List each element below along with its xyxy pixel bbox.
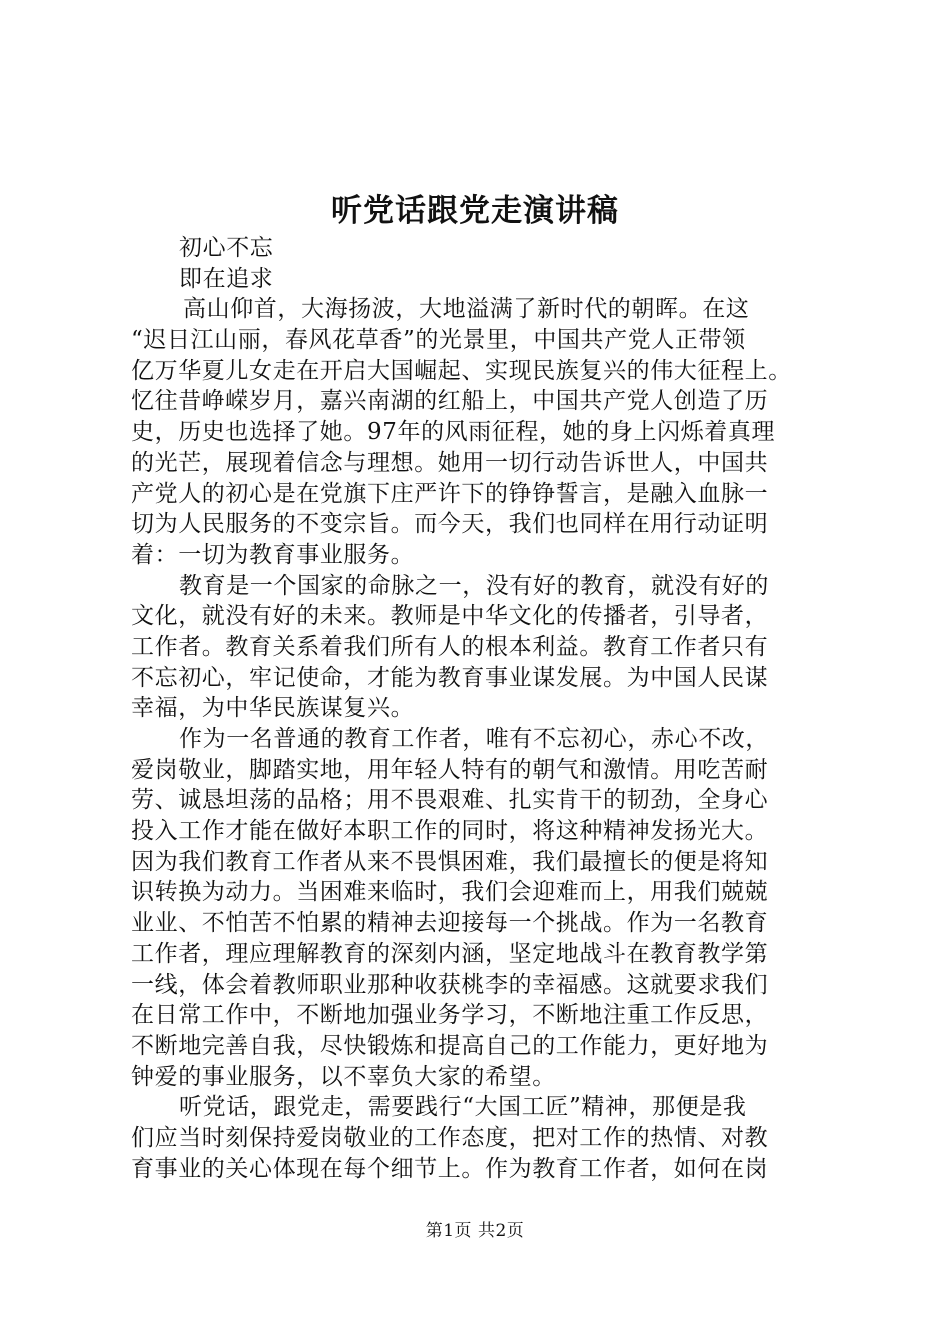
text-line: 工作者，理应理解教育的深刻内涵，坚定地战斗在教育教学第 xyxy=(131,940,769,967)
text-line: 在日常工作中，不断地加强业务学习，不断地注重工作反思， xyxy=(131,1002,769,1029)
text-line: 切为人民服务的不变宗旨。而今天，我们也同样在用行动证明 xyxy=(131,511,769,538)
text-line: 史，历史也选择了她。97年的风雨征程，她的身上闪烁着真理 xyxy=(131,419,776,446)
text-line: 投入工作才能在做好本职工作的同时，将这种精神发扬光大。 xyxy=(131,818,769,845)
page-footer: 第1页 共2页 xyxy=(425,1221,525,1241)
text-line: 教育是一个国家的命脉之一，没有好的教育，就没有好的 xyxy=(179,572,769,599)
text-line: 育事业的关心体现在每个细节上。作为教育工作者，如何在岗 xyxy=(131,1155,769,1182)
text-line: 因为我们教育工作者从来不畏惧困难，我们最擅长的便是将知 xyxy=(131,848,769,875)
text-line: 产党人的初心是在党旗下庄严许下的铮铮誓言，是融入血脉一 xyxy=(131,480,769,507)
text-line: 工作者。教育关系着我们所有人的根本利益。教育工作者只有 xyxy=(131,633,769,660)
text-line: 亿万华夏儿女走在开启大国崛起、实现民族复兴的伟大征程上。 xyxy=(131,357,792,384)
text-line: 爱岗敬业，脚踏实地，用年轻人特有的朝气和激情。用吃苦耐 xyxy=(131,756,769,783)
document-body xyxy=(131,233,851,1184)
text-line: 的光芒，展现着信念与理想。她用一切行动告诉世人，中国共 xyxy=(131,449,769,476)
text-line: 们应当时刻保持爱岗敬业的工作态度，把对工作的热情、对教 xyxy=(131,1124,769,1151)
text-line: 高山仰首，大海扬波，大地溢满了新时代的朝晖。在这 xyxy=(183,296,750,323)
text-line: 幸福，为中华民族谋复兴。 xyxy=(131,695,415,722)
text-line: 文化，就没有好的未来。教师是中华文化的传播者，引导者， xyxy=(131,603,769,630)
text-line: 劳、诚恳坦荡的品格；用不畏艰难、扎实肯干的韧劲，全身心 xyxy=(131,787,769,814)
text-line: 业业、不怕苦不怕累的精神去迎接每一个挑战。作为一名教育 xyxy=(131,910,769,937)
text-line: 忆往昔峥嵘岁月，嘉兴南湖的红船上，中国共产党人创造了历 xyxy=(131,388,769,415)
document-title: 听党话跟党走演讲稿 xyxy=(331,193,619,229)
text-line: 着：一切为教育事业服务。 xyxy=(131,541,415,568)
text-line: 识转换为动力。当困难来临时，我们会迎难而上，用我们兢兢 xyxy=(131,879,769,906)
text-line: 初心不忘 xyxy=(179,235,274,261)
text-line: 不断地完善自我，尽快锻炼和提高自己的工作能力，更好地为 xyxy=(131,1032,769,1059)
text-line: 即在追求 xyxy=(179,265,274,292)
text-line: 听党话，跟党走，需要践行“大国工匠”精神，那便是我 xyxy=(179,1094,747,1121)
text-line: 一线，体会着教师职业那种收获桃李的幸福感。这就要求我们 xyxy=(131,971,769,998)
text-line: 作为一名普通的教育工作者，唯有不忘初心，赤心不改， xyxy=(179,726,769,752)
text-line: 钟爱的事业服务，以不辜负大家的希望。 xyxy=(131,1063,556,1090)
text-line: 不忘初心，牢记使命，才能为教育事业谋发展。为中国人民谋 xyxy=(131,664,769,691)
text-line: “迟日江山丽，春风花草香”的光景里，中国共产党人正带领 xyxy=(131,327,746,354)
